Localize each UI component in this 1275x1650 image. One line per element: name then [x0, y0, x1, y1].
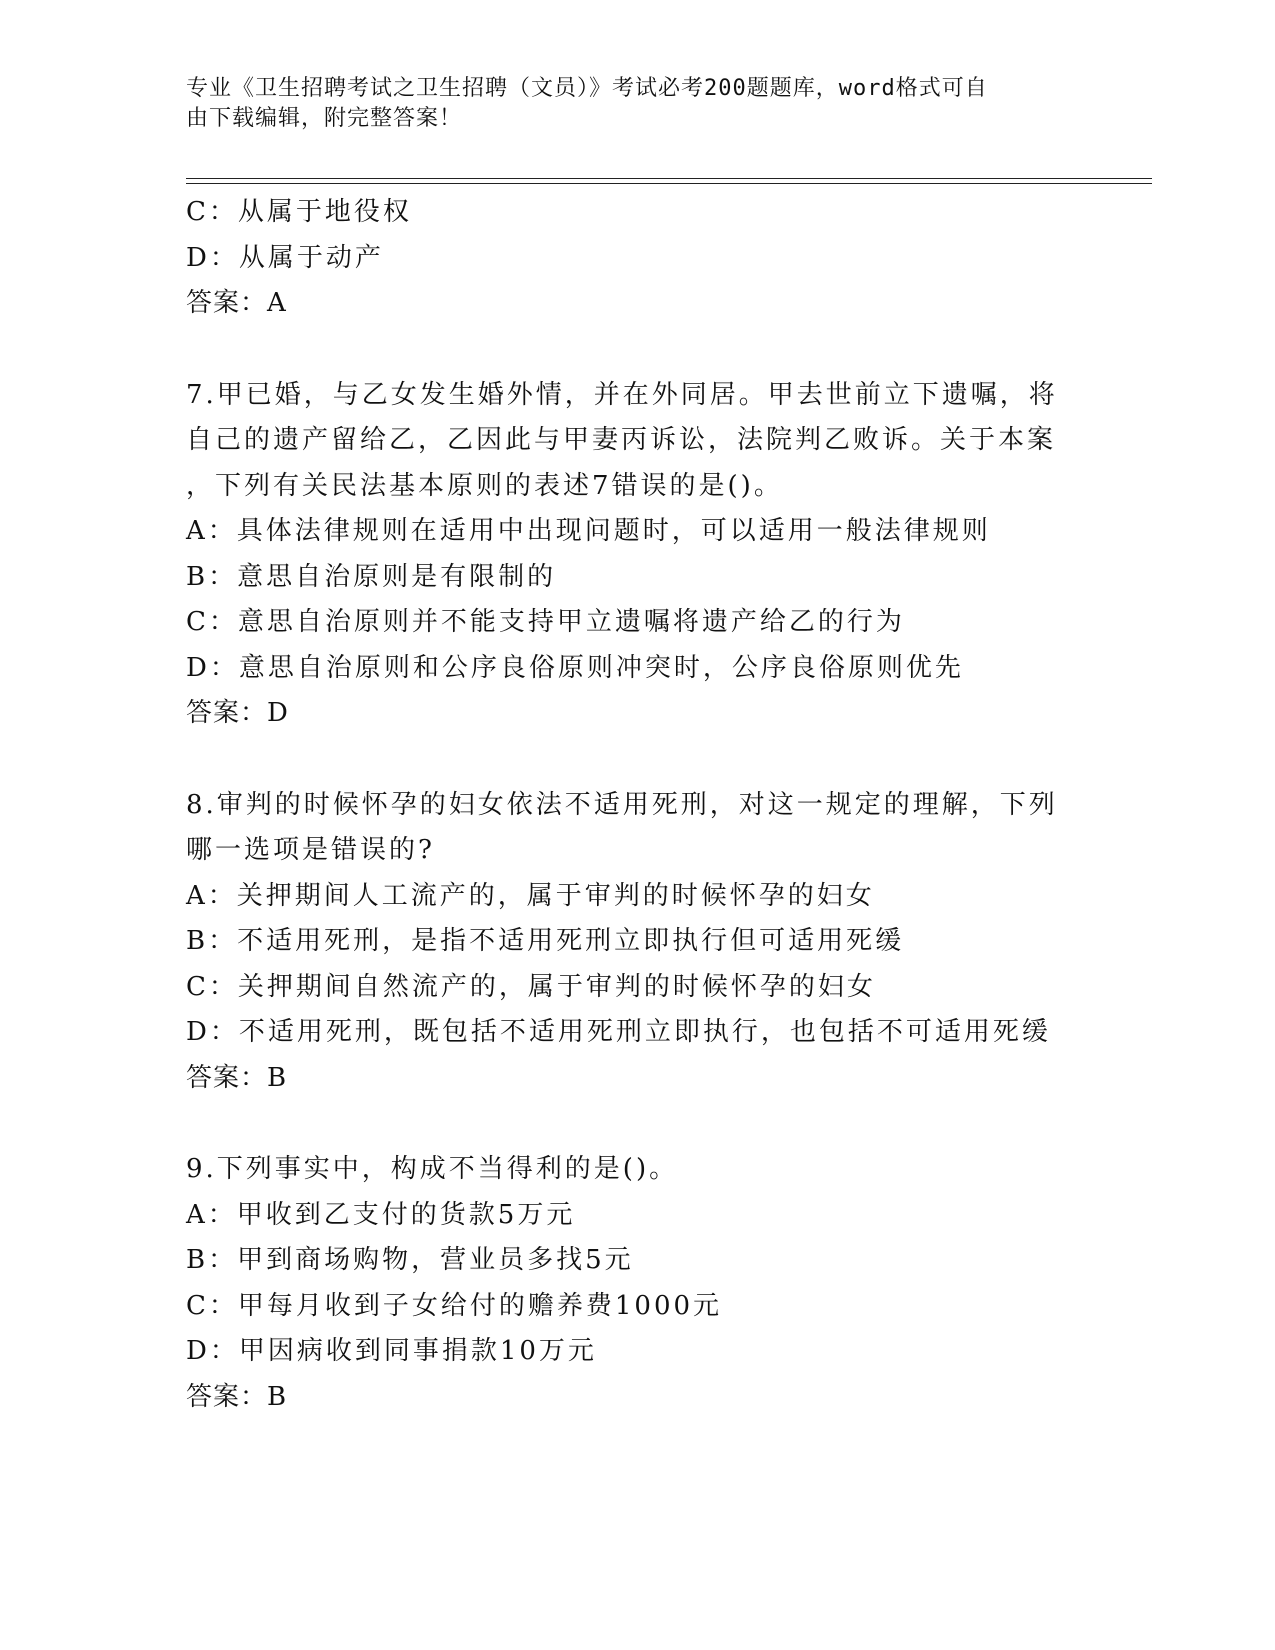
- document-body: [186, 190, 1086, 1420]
- answer: 答案：A: [186, 288, 287, 318]
- question-9: [186, 1147, 1086, 1420]
- option-c: C：从属于地役权: [186, 197, 412, 227]
- option-d: D：从属于动产: [186, 242, 384, 273]
- question-text-line: 哪一选项是错误的?: [186, 835, 435, 865]
- option-d: D：不适用死刑，既包括不适用死刑立即执行，也包括不可适用死缓: [186, 1017, 1051, 1047]
- header-line-1: 专业《卫生招聘考试之卫生招聘（文员）》考试必考200题题库，word格式可自: [186, 76, 988, 101]
- answer: 答案：B: [186, 1062, 288, 1093]
- spacer: [186, 327, 1086, 373]
- option-b: B：意思自治原则是有限制的: [186, 561, 557, 592]
- question-8: [186, 783, 1086, 1102]
- answer: 答案：B: [186, 1381, 288, 1412]
- answer: 答案：D: [186, 698, 289, 728]
- carryover-question: [186, 190, 1086, 327]
- spacer: [186, 1101, 1086, 1147]
- option-c: C：甲每月收到子女给付的赡养费1000元: [186, 1290, 723, 1321]
- question-7: [186, 373, 1086, 737]
- question-text-line: 9.下列事实中，构成不当得利的是()。: [186, 1154, 679, 1184]
- option-a: A：关押期间人工流产的，属于审判的时候怀孕的妇女: [186, 880, 875, 911]
- question-text-line: 7.甲已婚，与乙女发生婚外情，并在外同居。甲去世前立下遗嘱，将: [186, 379, 1058, 410]
- question-text-line: 8.审判的时候怀孕的妇女依法不适用死刑，对这一规定的理解，下列: [186, 789, 1058, 820]
- spacer: [186, 737, 1086, 783]
- header-divider: [186, 178, 1152, 184]
- question-text-line: 自己的遗产留给乙，乙因此与甲妻丙诉讼，法院判乙败诉。关于本案: [186, 425, 1057, 455]
- option-b: B：不适用死刑，是指不适用死刑立即执行但可适用死缓: [186, 926, 905, 956]
- question-text-line: ，下列有关民法基本原则的表述7错误的是()。: [186, 470, 783, 501]
- option-d: D：意思自治原则和公序良俗原则冲突时，公序良俗原则优先: [186, 652, 964, 683]
- option-a: A：甲收到乙支付的货款5万元: [186, 1199, 576, 1230]
- option-b: B：甲到商场购物，营业员多找5元: [186, 1245, 634, 1275]
- option-a: A：具体法律规则在适用中出现问题时，可以适用一般法律规则: [186, 516, 991, 546]
- option-c: C：意思自治原则并不能支持甲立遗嘱将遗产给乙的行为: [186, 607, 905, 637]
- option-c: C：关押期间自然流产的，属于审判的时候怀孕的妇女: [186, 971, 876, 1002]
- header-line-2: 由下载编辑，附完整答案！: [186, 106, 463, 131]
- option-d: D：甲因病收到同事捐款10万元: [186, 1336, 597, 1366]
- page-header: [186, 74, 1066, 134]
